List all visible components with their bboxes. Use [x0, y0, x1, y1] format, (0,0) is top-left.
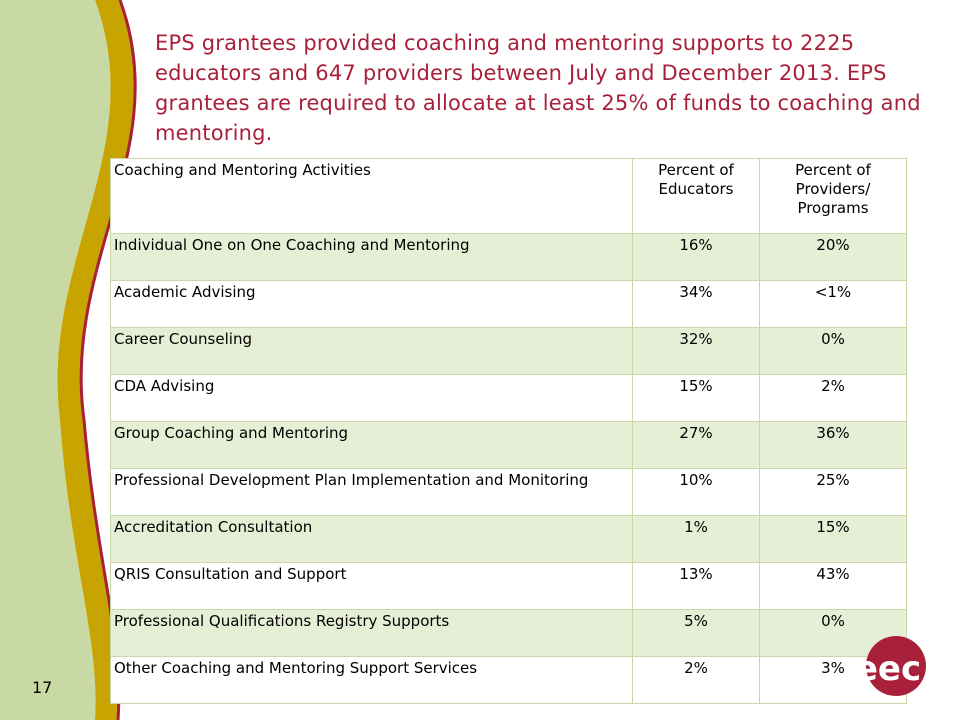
table-row: [111, 281, 907, 328]
coaching-activities-table: [110, 158, 907, 704]
activity-cell: Other Coaching and Mentoring Support Services: [111, 657, 633, 704]
table-row: [111, 375, 907, 422]
providers-percent-cell: 0%: [760, 328, 907, 375]
activity-cell: Academic Advising: [111, 281, 633, 328]
header-percent-providers: Percent of Providers/ Programs: [760, 159, 907, 234]
eec-logo: [848, 628, 928, 708]
educators-percent-cell: 10%: [633, 469, 760, 516]
providers-percent-cell: 2%: [760, 375, 907, 422]
table-row: [111, 516, 907, 563]
table-row: [111, 422, 907, 469]
providers-percent-cell: 43%: [760, 563, 907, 610]
activity-cell: Professional Development Plan Implementation and Monitoring: [111, 469, 633, 516]
educators-percent-cell: 34%: [633, 281, 760, 328]
table-row: [111, 610, 907, 657]
table-row: [111, 657, 907, 704]
educators-percent-cell: 5%: [633, 610, 760, 657]
educators-percent-cell: 1%: [633, 516, 760, 563]
activity-cell: Career Counseling: [111, 328, 633, 375]
providers-percent-cell: <1%: [760, 281, 907, 328]
activity-cell: Group Coaching and Mentoring: [111, 422, 633, 469]
activity-cell: Accreditation Consultation: [111, 516, 633, 563]
table-row: [111, 469, 907, 516]
educators-percent-cell: 2%: [633, 657, 760, 704]
slide-title: EPS grantees provided coaching and mentoring supports to 2225 educators and 647 providers between July and December 2013. EPS grantees are required to allocate at least 25% of funds to coaching and mentoring.: [155, 31, 921, 145]
providers-percent-cell: 20%: [760, 234, 907, 281]
educators-percent-cell: 32%: [633, 328, 760, 375]
educators-percent-cell: 13%: [633, 563, 760, 610]
educators-percent-cell: 16%: [633, 234, 760, 281]
activity-cell: CDA Advising: [111, 375, 633, 422]
table-row: [111, 234, 907, 281]
providers-percent-cell: 0%: [760, 610, 907, 657]
table-row: [111, 563, 907, 610]
providers-percent-cell: 3%: [760, 657, 907, 704]
activity-cell: Professional Qualifications Registry Supports: [111, 610, 633, 657]
header-percent-educators: Percent of Educators: [633, 159, 760, 234]
activity-cell: QRIS Consultation and Support: [111, 563, 633, 610]
table-header-row: [111, 159, 907, 234]
table-row: [111, 328, 907, 375]
svg-text:eec: eec: [854, 649, 922, 689]
educators-percent-cell: 27%: [633, 422, 760, 469]
providers-percent-cell: 25%: [760, 469, 907, 516]
header-activities: Coaching and Mentoring Activities: [111, 159, 633, 234]
slide-number: 17: [32, 678, 53, 697]
activity-cell: Individual One on One Coaching and Mentoring: [111, 234, 633, 281]
educators-percent-cell: 15%: [633, 375, 760, 422]
providers-percent-cell: 36%: [760, 422, 907, 469]
providers-percent-cell: 15%: [760, 516, 907, 563]
